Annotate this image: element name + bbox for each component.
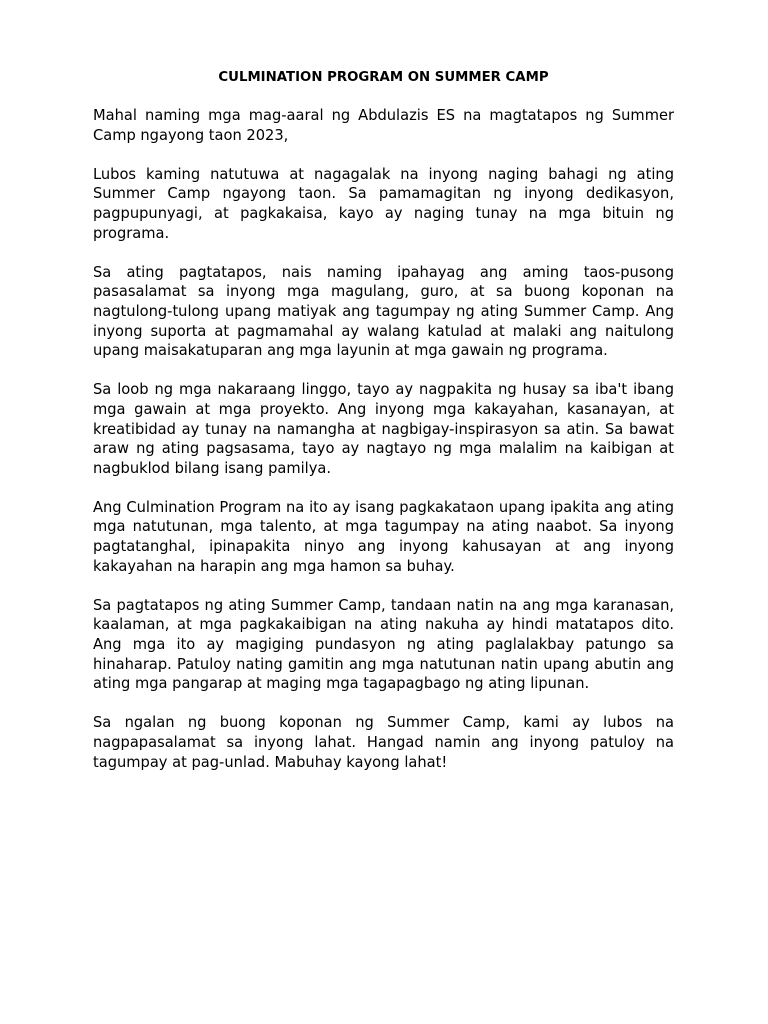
document-title: CULMINATION PROGRAM ON SUMMER CAMP bbox=[218, 70, 549, 85]
paragraph-body: Sa ating pagtatapos, nais naming ipahayag ang aming taos-pusong pasasalamat sa inyong mga magulang, guro, at sa buong koponan na nagtulong-tulong upang matiyak ang tagumpay ng ating Summer Camp. Ang inyong suporta at pagmamahal ay walang katulad at malaki ang naitulong upang maisakatuparan ang mga layunin at mga gawain ng programa. bbox=[93, 263, 674, 360]
paragraph-body: Ang Culmination Program na ito ay isang pagkakataon upang ipakita ang ating mga natutunan, mga talento, at mga tagumpay na ating naabot. Sa inyong pagtatanghal, ipinapakita ninyo ang inyong kahusayan at ang inyong kakayahan na harapin ang mga hamon sa buhay. bbox=[93, 498, 674, 575]
paragraph-body: Sa pagtatapos ng ating Summer Camp, tandaan natin na ang mga karanasan, kaalaman, at mga pagkakaibigan na ating nakuha ay hindi matatapos dito. Ang mga ito ay magiging pundasyon ng ating paglalakbay patungo sa hinaharap. Patuloy nating gamitin ang mga natutunan natin upang abutin ang ating mga pangarap at maging mga tagapagbago ng ating lipunan. bbox=[93, 596, 674, 693]
document-page bbox=[93, 68, 674, 792]
paragraph-body: Lubos kaming natutuwa at nagagalak na inyong naging bahagi ng ating Summer Camp ngayong taon. Sa pamamagitan ng inyong dedikasyon, pagpupunyagi, at pagkakaisa, kayo ay naging tunay na mga bituin ng programa. bbox=[93, 165, 674, 242]
paragraph-closing: Sa ngalan ng buong koponan ng Summer Camp, kami ay lubos na nagpapasalamat sa inyong lahat. Hangad namin ang inyong patuloy na tagumpay at pag-unlad. Mabuhay kayong lahat! bbox=[93, 714, 674, 771]
paragraph-body: Sa loob ng mga nakaraang linggo, tayo ay nagpakita ng husay sa iba't ibang mga gawain at mga proyekto. Ang inyong mga kakayahan, kasanayan, at kreatibidad ay tunay na namangha at nagbigay-inspirasyon sa atin. Sa bawat araw ng ating pagsasama, tayo ay nagtayo ng mga malalim na kaibigan at nagbuklod bilang isang pamilya. bbox=[93, 381, 674, 477]
paragraph-salutation: Mahal naming mga mag-aaral ng Abdulazis ES na magtatapos ng Summer Camp ngayong taon 2023, bbox=[93, 107, 674, 144]
